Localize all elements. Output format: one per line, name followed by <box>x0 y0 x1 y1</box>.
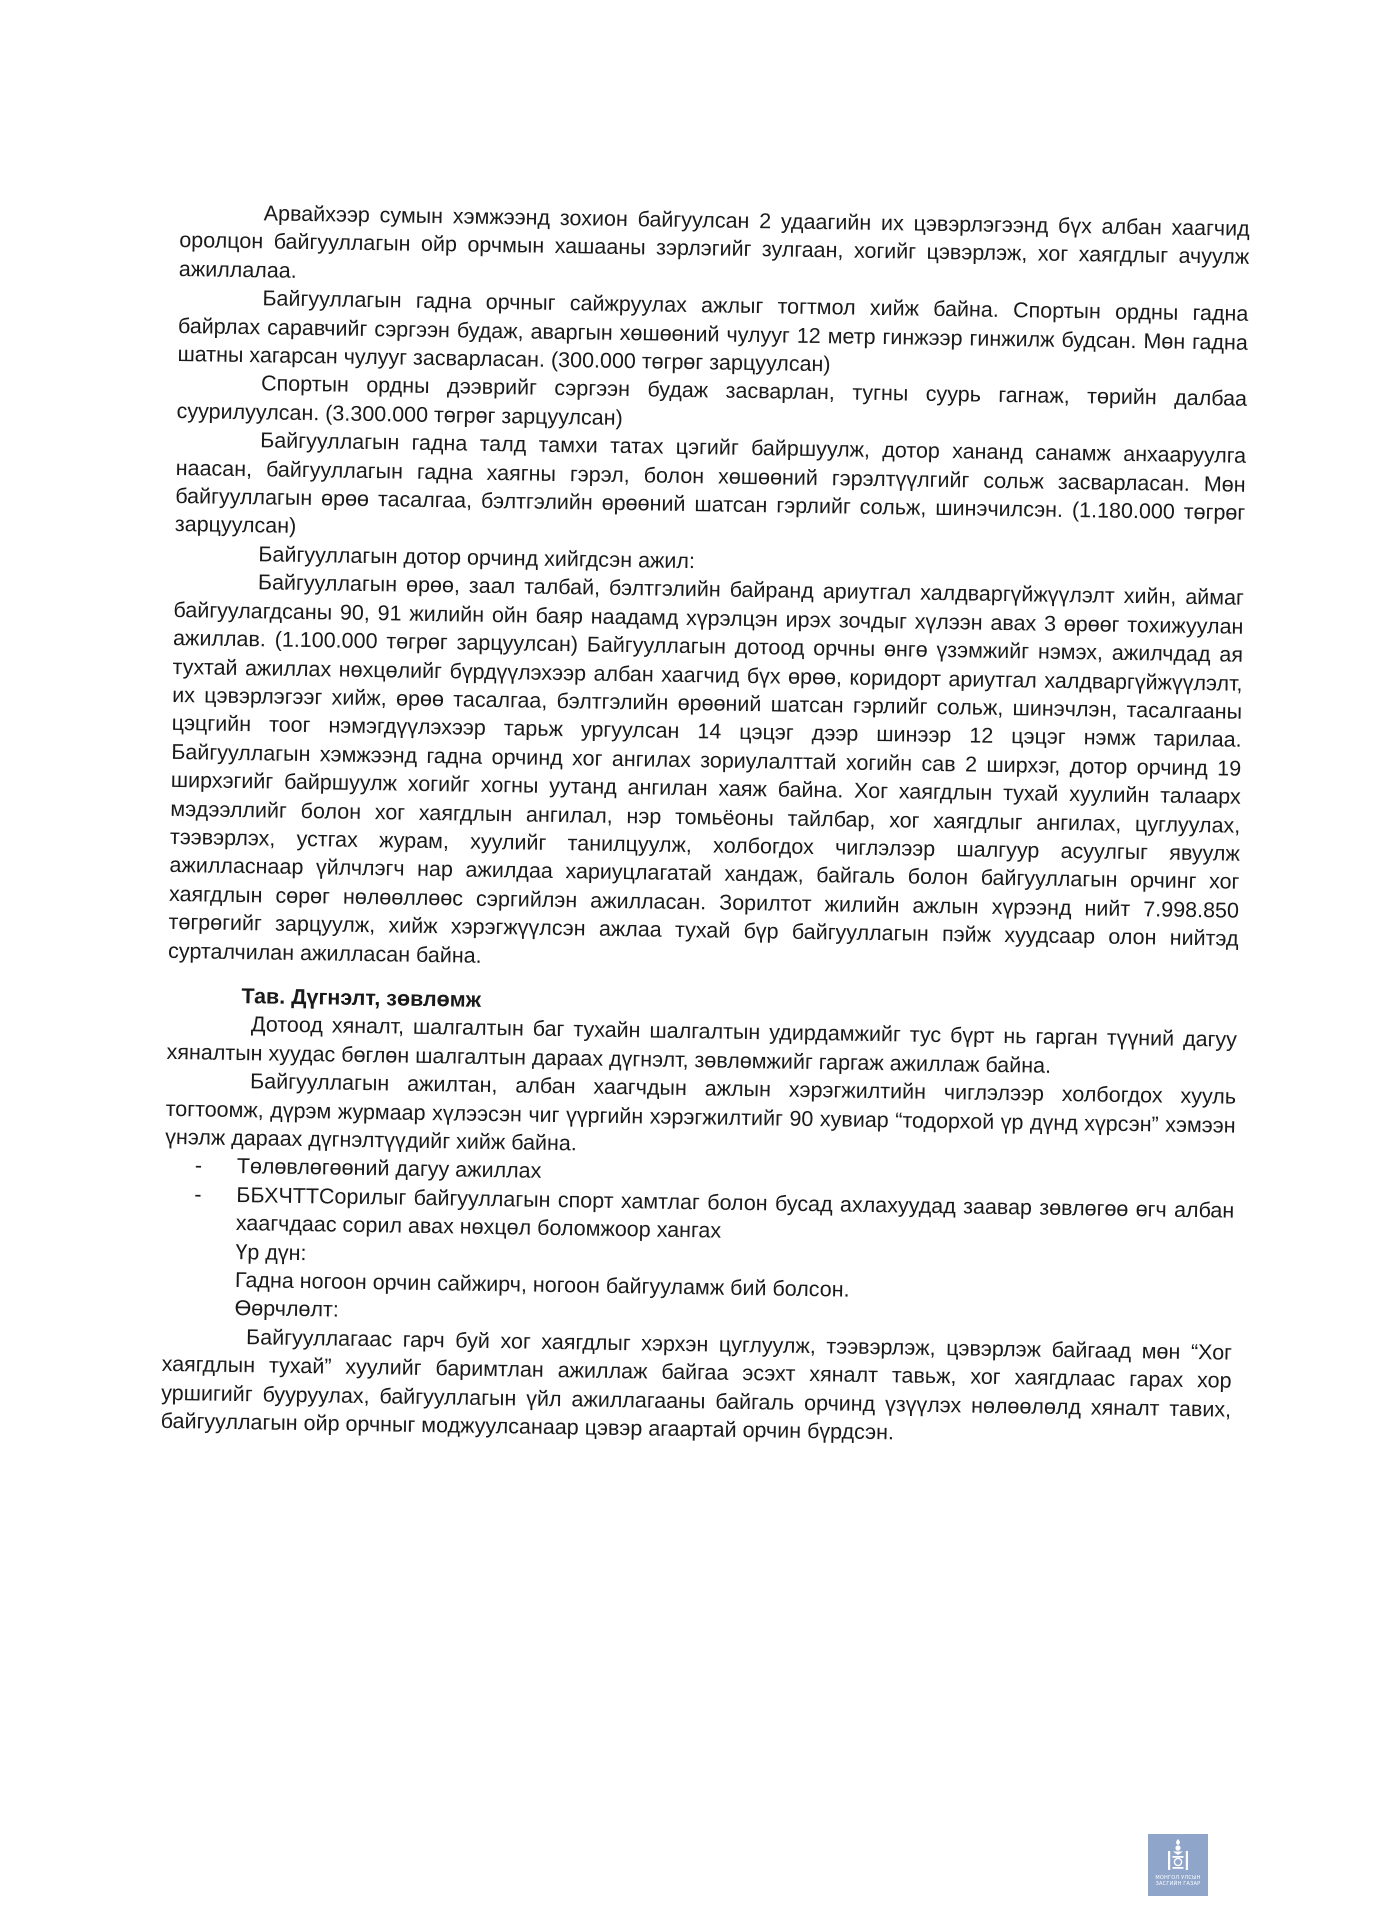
list-dash: - <box>194 1153 203 1178</box>
paragraph-smoking-area: Байгууллагын гадна талд тамхи татах цэгийг байршуулж, дотор хананд санамж анхааруулга наасан, байгууллагын гадна хаягны гэрэл, болон хөшөөний гэрэлтүүлгийг сольж засварласан. Мөн байгууллагын өрөө тасалгаа, бэлтгэлийн өрөөний шатсан гэрлийг сольж, шинэчилсэн. (1.180.000 төгрөг зарцуулсан) <box>174 428 1247 539</box>
seal-line-1: МОНГОЛ УЛСЫН <box>1155 1875 1201 1881</box>
paragraph-change: Байгууллагаас гарч буй хог хаягдлыг хэрхэн цуглуулж, тээвэрлэж, цэвэрлэж байгаад мөн “Хог хаягдлын тухай” хуулийг баримтлан ажиллаж байгаа эсэхт хяналт тавьж, хог хаягдлаас гарах хор уршигийг бууруулах, байгууллагын үйл ажиллагааны байгаль орчинд үзүүлэх нөлөөлөлд хяналт тавих, байгууллагын ойр орчныг моджуулсанаар цэвэр агаартай орчин бүрдсэн. <box>160 1325 1233 1445</box>
seal-line-2: ЗАСГИЙН ГАЗАР <box>1155 1881 1201 1887</box>
document-body <box>161 198 1250 1452</box>
result-label: Үр дүн: <box>235 1239 307 1265</box>
paragraph-interior-title: Байгууллагын дотор орчинд хийгдсэн ажил: <box>258 542 696 574</box>
recommendation-list <box>164 1151 1235 1253</box>
result-text: Гадна ногоон орчин сайжирч, ногоон байгууламж бий болсон. <box>234 1268 850 1302</box>
paragraph-cleanup: Арвайхээр сумын хэмжээнд зохион байгуулсан 2 удаагийн их цэвэрлэгээнд бүх албан хаагчид оролцон байгууллагын ойр орчмын хашааны зэрлэгийг зулгаан, хогийг цэвэрлэж, хог хаягдлыг ачуулж ажиллалаа. <box>178 201 1250 283</box>
paragraph-interior: Байгууллагын өрөө, заал талбай, бэлтгэлийн байранд ариутгал халдваргүйжүүлэлт хийн, аймаг байгуулагдсаны 90, 91 жилийн ойн баяр наадамд хүрэлцэн ирэх зочдыг хүлээн авах 3 өрөөг тохижуулан ажиллав. (1.100.000 төгрөг зарцуулсан) Байгууллагын дотоод орчны өнгө үзэмжийг нэмэх, ажилчдад ая тухтай ажиллах нөхцөлийг бүрдүүлэхээр албан хаагчид бүх өрөө, коридорт ариутгал халдваргүйжүүлэлт, их цэвэрлэгээг хийж, өрөө тасалгаа, бэлтгэлийн өрөөний шатсан гэрлийг сольж, шинэчлэн, тасалгааны цэцгийн тоог нэмэгдүүлэхээр тарьж ургуулсан 14 цэцэг дээр шинээр 12 цэцэг нэмж тарилаа. Байгууллагын хэмжээнд гадна орчинд хог ангилах зориулалттай хогийн сав 2 ширхэг, дотор орчинд 19 ширхэгийг байршуулж хогийг хогны уутанд ангилан хаяж байна. Хог хаягдлын тухай хуулийн талаарх мэдээллийг болон хог хаягдлын ангилал, нэр томьёоны тайлбар, хог хаягдлыг ангилах, цуглуулах, тээвэрлэх, устгах журам, хуулийг танилцуулж, холбогдох чиглэлээр шалгуур асуулгыг явуулж ажилласнаар үйлчлэгч нар ажилдаа хариуцлагатай хандаж, байгаль болон байгууллагын орчинг хог хаягдлын сөрөг нөлөөллөөс сэргийлэн ажилласан. Зорилтот жилийн ажлын хүрээнд нийт 7.998.850 төгрөгийг зарцуулж, хийж хэрэгжүүлсэн ажлаа тухай бүр байгууллагын пэйж хуудсаар олон нийтэд сурталчилан ажилласан байна. <box>167 570 1245 968</box>
government-seal <box>1148 1834 1208 1896</box>
paragraph-conclusion-1: Дотоод хяналт, шалгалтын баг тухайн шалгалтын удирдамжийг тус бүрт нь гарган түүний дагуу хяналтын хуудас бөглөн шалгалтын дараах дүгнэлт, зөвлөмжийг гаргаж ажиллаж байна. <box>166 1012 1238 1078</box>
list-item-text: ББХЧТТСорилыг байгууллагын спорт хамтлаг болон бусад ахлахуудад заавар зөвлөгөө өгч албан хаагчдаас сорил авах нөхцөл боломжоор хангах <box>235 1182 1235 1243</box>
section-heading: Тав. Дүгнэлт, зөвлөмж <box>241 984 482 1012</box>
paragraph-exterior: Байгууллагын гадна орчныг сайжруулах ажлыг тогтмол хийж байна. Спортын ордны гадна байрлах саравчийг сэргээн будаж, аваргын хөшөөний чулууг 12 метр гинжээр гинжилж будсан. Мөн гадна шатны хагарсан чулууг засварласан. (300.000 төгрөг зарцуулсан) <box>177 286 1249 377</box>
seal-caption <box>1155 1875 1200 1887</box>
list-dash: - <box>194 1182 202 1207</box>
soyombo-icon <box>1165 1838 1191 1872</box>
change-label: Өөрчлөлт: <box>234 1296 339 1323</box>
paragraph-roof: Спортын ордны дээврийг сэргээн будаж засварлан, тугны суурь гагнаж, төрийн далбаа суурилуулсан. (3.300.000 төгрөг зарцуулсан) <box>176 371 1248 430</box>
paragraph-conclusion-2: Байгууллагын ажилтан, албан хаагчдын ажлын хэрэгжилтийн чиглэлээр холбогдох хууль тогтоомж, дүрэм журмаар хүлээсэн чиг үүргийн хэрэгжилтийг 90 хувиар “тодорхой үр дүнд хүрсэн” хэмээн үнэлж дараах дүгнэлтүүдийг хийж байна. <box>165 1069 1237 1156</box>
list-item-text: Төлөвлөгөөний дагуу ажиллах <box>236 1154 542 1184</box>
